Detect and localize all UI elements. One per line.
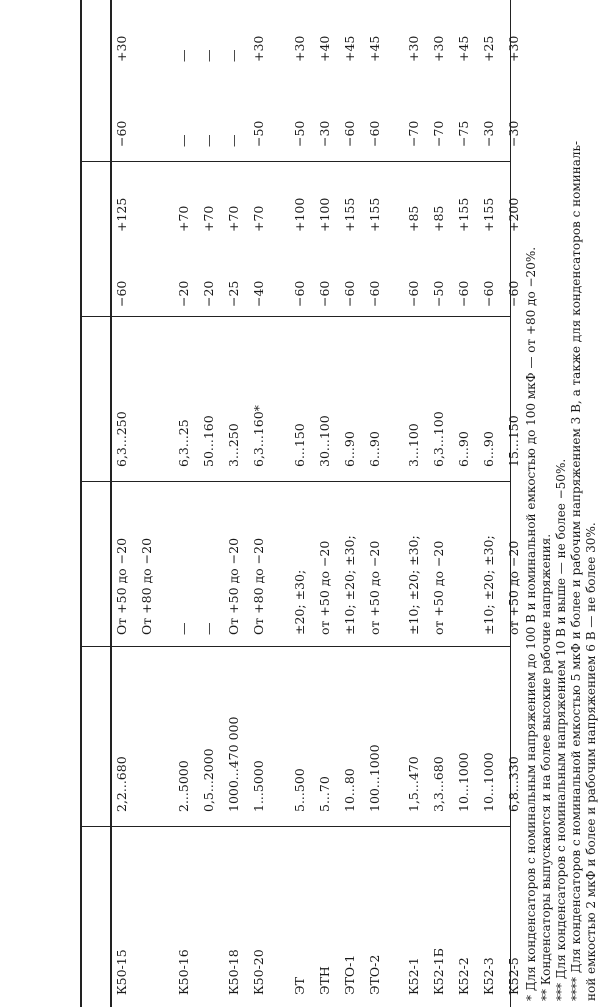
voltage-cell: 6,3...25 (176, 419, 191, 467)
footnotes (524, 6, 610, 1001)
deviation-high-cell: +30 (506, 35, 521, 62)
voltage-cell: 6,3...250 (114, 411, 129, 467)
tmin-cell: −60 (342, 280, 357, 307)
type-cell: К50-16 (176, 949, 191, 995)
deviation-high-cell: +25 (481, 35, 496, 62)
table-row (404, 0, 424, 1007)
footnote-line: *** Для конденсаторов с номинальным напряжением 10 В и выше — не более −50%. (554, 458, 568, 1001)
voltage-cell: 6,3...100 (431, 411, 446, 467)
capacitance-cell: 1,5...470 (406, 756, 421, 812)
capacitance-cell: 5...500 (292, 768, 307, 812)
tmin-cell: −60 (317, 280, 332, 307)
tolerance-cell: от +50 до −20 (506, 540, 521, 635)
tmax-cell: +100 (292, 197, 307, 232)
table-row (504, 0, 524, 1007)
tmin-cell: −60 (506, 280, 521, 307)
type-cell: ЭТН (317, 966, 332, 995)
tmin-cell: −25 (226, 280, 241, 307)
table-row (112, 0, 132, 1007)
type-cell: ЭТ (292, 977, 307, 995)
capacitance-cell: 100...1000 (367, 744, 382, 812)
tolerance-cell: — (201, 622, 216, 635)
voltage-cell: 6...90 (342, 431, 357, 467)
voltage-cell: 30...100 (317, 415, 332, 467)
deviation-low-cell: — (176, 134, 191, 147)
tmax-cell: +125 (114, 197, 129, 232)
table-row (365, 0, 385, 1007)
capacitance-cell: 10...1000 (481, 752, 496, 812)
tmin-cell: −60 (456, 280, 471, 307)
capacitance-cell: 6,8...330 (506, 756, 521, 812)
table-row (454, 0, 474, 1007)
tolerance-cell: ±10; ±20; ±30; (342, 535, 357, 635)
type-cell: К52-5 (506, 957, 521, 995)
deviation-low-cell: — (201, 134, 216, 147)
footnote-line: ** Конденсаторы выпускаются и на более высокие рабочие напряжения. (539, 533, 553, 1001)
table-row (137, 0, 157, 1007)
voltage-cell: 6...90 (456, 431, 471, 467)
type-cell: К52-1 (406, 957, 421, 995)
capacitance-cell: 1...5000 (251, 760, 266, 812)
deviation-high-cell: +45 (342, 35, 357, 62)
tmin-cell: −20 (176, 280, 191, 307)
capacitance-cell: 10...1000 (456, 752, 471, 812)
tolerance-cell: от +50 до −20 (367, 540, 382, 635)
deviation-low-cell: −50 (251, 120, 266, 147)
footnote-line: * Для конденсаторов с номинальным напряжением до 100 В и номинальной емкостью до 100 мкФ — от +80 до −20%. (524, 246, 538, 1001)
table-row (224, 0, 244, 1007)
deviation-high-cell: +30 (431, 35, 446, 62)
voltage-cell: 15...150 (506, 415, 521, 467)
voltage-cell: 6...90 (367, 431, 382, 467)
table-row (479, 0, 499, 1007)
voltage-cell: 3...250 (226, 423, 241, 467)
tmax-cell: +85 (406, 205, 421, 232)
deviation-low-cell: −50 (292, 120, 307, 147)
voltage-cell: 6,3...160* (251, 405, 266, 467)
tmax-cell: +70 (226, 205, 241, 232)
tolerance-cell: От +80 до −20 (139, 537, 154, 635)
deviation-low-cell: −70 (431, 120, 446, 147)
footnote-line: ной емкостью 2 мкФ и более и рабочим напряжением 6 В — не более 30%. (584, 522, 598, 1001)
deviation-high-cell: — (226, 49, 241, 62)
type-cell: К52-2 (456, 957, 471, 995)
tmax-cell: +155 (456, 197, 471, 232)
tmax-cell: +70 (176, 205, 191, 232)
voltage-cell: 6...90 (481, 431, 496, 467)
deviation-high-cell: +30 (292, 35, 307, 62)
tolerance-cell: от +50 до −20 (317, 540, 332, 635)
footnote-line: **** Для конденсаторов с номинальной емкостью 5 мкФ и более и рабочим напряжением 3 В, а также для конденсаторов с номиналь- (569, 140, 583, 1001)
deviation-high-cell: +30 (251, 35, 266, 62)
capacitance-cell: 0,5...2000 (201, 748, 216, 812)
tmax-cell: +70 (251, 205, 266, 232)
deviation-low-cell: −30 (506, 120, 521, 147)
deviation-high-cell: +30 (114, 35, 129, 62)
deviation-high-cell: +40 (317, 35, 332, 62)
tmax-cell: +85 (431, 205, 446, 232)
deviation-high-cell: +45 (367, 35, 382, 62)
tolerance-cell: ±10; ±20; ±30; (481, 535, 496, 635)
table-row (249, 0, 269, 1007)
type-cell: К52-1Б (431, 948, 446, 995)
table-row (315, 0, 335, 1007)
tolerance-cell: ±20; ±30; (292, 569, 307, 635)
tmin-cell: −60 (406, 280, 421, 307)
tmin-cell: −60 (367, 280, 382, 307)
type-cell: К52-3 (481, 957, 496, 995)
deviation-low-cell: −30 (481, 120, 496, 147)
tmin-cell: −50 (431, 280, 446, 307)
table-row (290, 0, 310, 1007)
deviation-high-cell: — (201, 49, 216, 62)
table-row (429, 0, 449, 1007)
tolerance-cell: — (176, 622, 191, 635)
tmin-cell: −40 (251, 280, 266, 307)
table-row (174, 0, 194, 1007)
capacitance-cell: 3,3...680 (431, 756, 446, 812)
deviation-low-cell: −60 (342, 120, 357, 147)
tmax-cell: +155 (481, 197, 496, 232)
tmin-cell: −60 (114, 280, 129, 307)
voltage-cell: 6...150 (292, 423, 307, 467)
capacitance-cell: 2,2...680 (114, 756, 129, 812)
capacitance-cell: 5...70 (317, 776, 332, 812)
voltage-cell: 3...100 (406, 423, 421, 467)
type-cell: К50-15 (114, 949, 129, 995)
deviation-high-cell: +45 (456, 35, 471, 62)
tmin-cell: −20 (201, 280, 216, 307)
top-rule (80, 0, 82, 1007)
tmax-cell: +155 (342, 197, 357, 232)
deviation-low-cell: — (226, 134, 241, 147)
deviation-low-cell: −75 (456, 120, 471, 147)
capacitance-cell: 10...80 (342, 768, 357, 812)
type-cell: К50-20 (251, 949, 266, 995)
tolerance-cell: От +80 до −20 (251, 537, 266, 635)
deviation-low-cell: −60 (367, 120, 382, 147)
tmax-cell: +70 (201, 205, 216, 232)
tmax-cell: +200 (506, 197, 521, 232)
tolerance-cell: от +50 до −20 (431, 540, 446, 635)
table-row (199, 0, 219, 1007)
deviation-low-cell: −60 (114, 120, 129, 147)
deviation-low-cell: −30 (317, 120, 332, 147)
voltage-cell: 50...160 (201, 415, 216, 467)
capacitance-cell: 2...5000 (176, 760, 191, 812)
tolerance-cell: От +50 до −20 (114, 537, 129, 635)
type-cell: ЭТО-2 (367, 954, 382, 995)
tolerance-cell: ±10; ±20; ±30; (406, 535, 421, 635)
capacitance-cell: 1000...470 000 (226, 716, 241, 812)
deviation-high-cell: +30 (406, 35, 421, 62)
deviation-low-cell: −70 (406, 120, 421, 147)
tmax-cell: +100 (317, 197, 332, 232)
table-row (340, 0, 360, 1007)
tmax-cell: +155 (367, 197, 382, 232)
tmin-cell: −60 (481, 280, 496, 307)
deviation-high-cell: — (176, 49, 191, 62)
tolerance-cell: От +50 до −20 (226, 537, 241, 635)
type-cell: ЭТО-1 (342, 954, 357, 995)
type-cell: К50-18 (226, 949, 241, 995)
tmin-cell: −60 (292, 280, 307, 307)
